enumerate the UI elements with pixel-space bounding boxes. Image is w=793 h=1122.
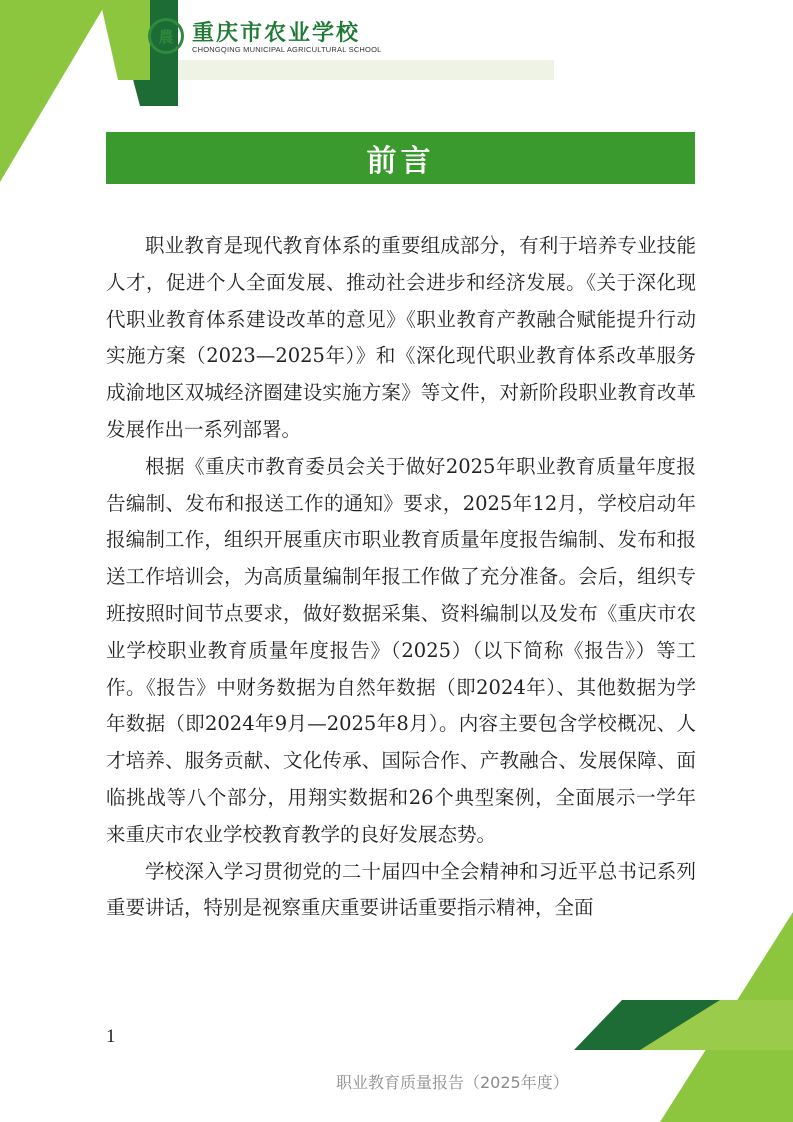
- header-strip: [178, 60, 554, 80]
- footer-report-title: 职业教育质量报告（2025年度）: [336, 1073, 569, 1092]
- paragraph: 根据《重庆市教育委员会关于做好2025年职业教育质量年度报告编制、发布和报送工作的通知》要求，2025年12月，学校启动年报编制工作，组织开展重庆市职业教育质量年度报告编制、发布和报送工作培训会，为高质量编制年报工作做了充分准备。会后，组织专班按照时间节点要求，做好数据采集、资料编制以及发布《重庆市农业学校职业教育质量年度报告》（2025）（以下简称《报告》）等工作。《报告》中财务数据为自然年数据（即2024年）、其他数据为学年数据（即2024年9月—2025年8月）。内容主要包含学校概况、人才培养、服务贡献、文化传承、国际合作、产教融合、发展保障、面临挑战等八个部分，用翔实数据和26个典型案例，全面展示一学年来重庆市农业学校教育教学的良好发展态势。: [106, 454, 696, 846]
- section-banner: [106, 132, 695, 184]
- emblem-glyph: 農: [158, 27, 174, 46]
- top-left-triangle: [0, 0, 108, 182]
- school-name: 重庆市农业学校: [192, 20, 361, 46]
- top-light-shape: [100, 0, 150, 80]
- paragraph: 职业教育是现代教育体系的重要组成部分，有利于培养专业技能人才，促进个人全面发展、推动社会进步和经济发展。《关于深化现代职业教育体系建设改革的意见》《职业教育产教融合赋能提升行动实施方案（2023—2025年）》和《深化现代职业教育体系改革服务成渝地区双城经济圈建设实施方案》等文件，对新阶段职业教育改革发展作出一系列部署。: [106, 234, 696, 441]
- preface-body: [106, 228, 696, 927]
- section-title: 前言: [366, 144, 435, 179]
- school-name-en: CHONGQING MUNICIPAL AGRICULTURAL SCHOOL: [192, 45, 382, 54]
- paragraph: 学校深入学习贯彻党的二十届四中全会精神和习近平总书记系列重要讲话，特别是视察重庆重要讲话重要指示精神，全面: [106, 859, 696, 920]
- page-number: 1: [106, 1026, 116, 1047]
- school-emblem-icon: [148, 18, 184, 54]
- school-logo: [148, 14, 382, 58]
